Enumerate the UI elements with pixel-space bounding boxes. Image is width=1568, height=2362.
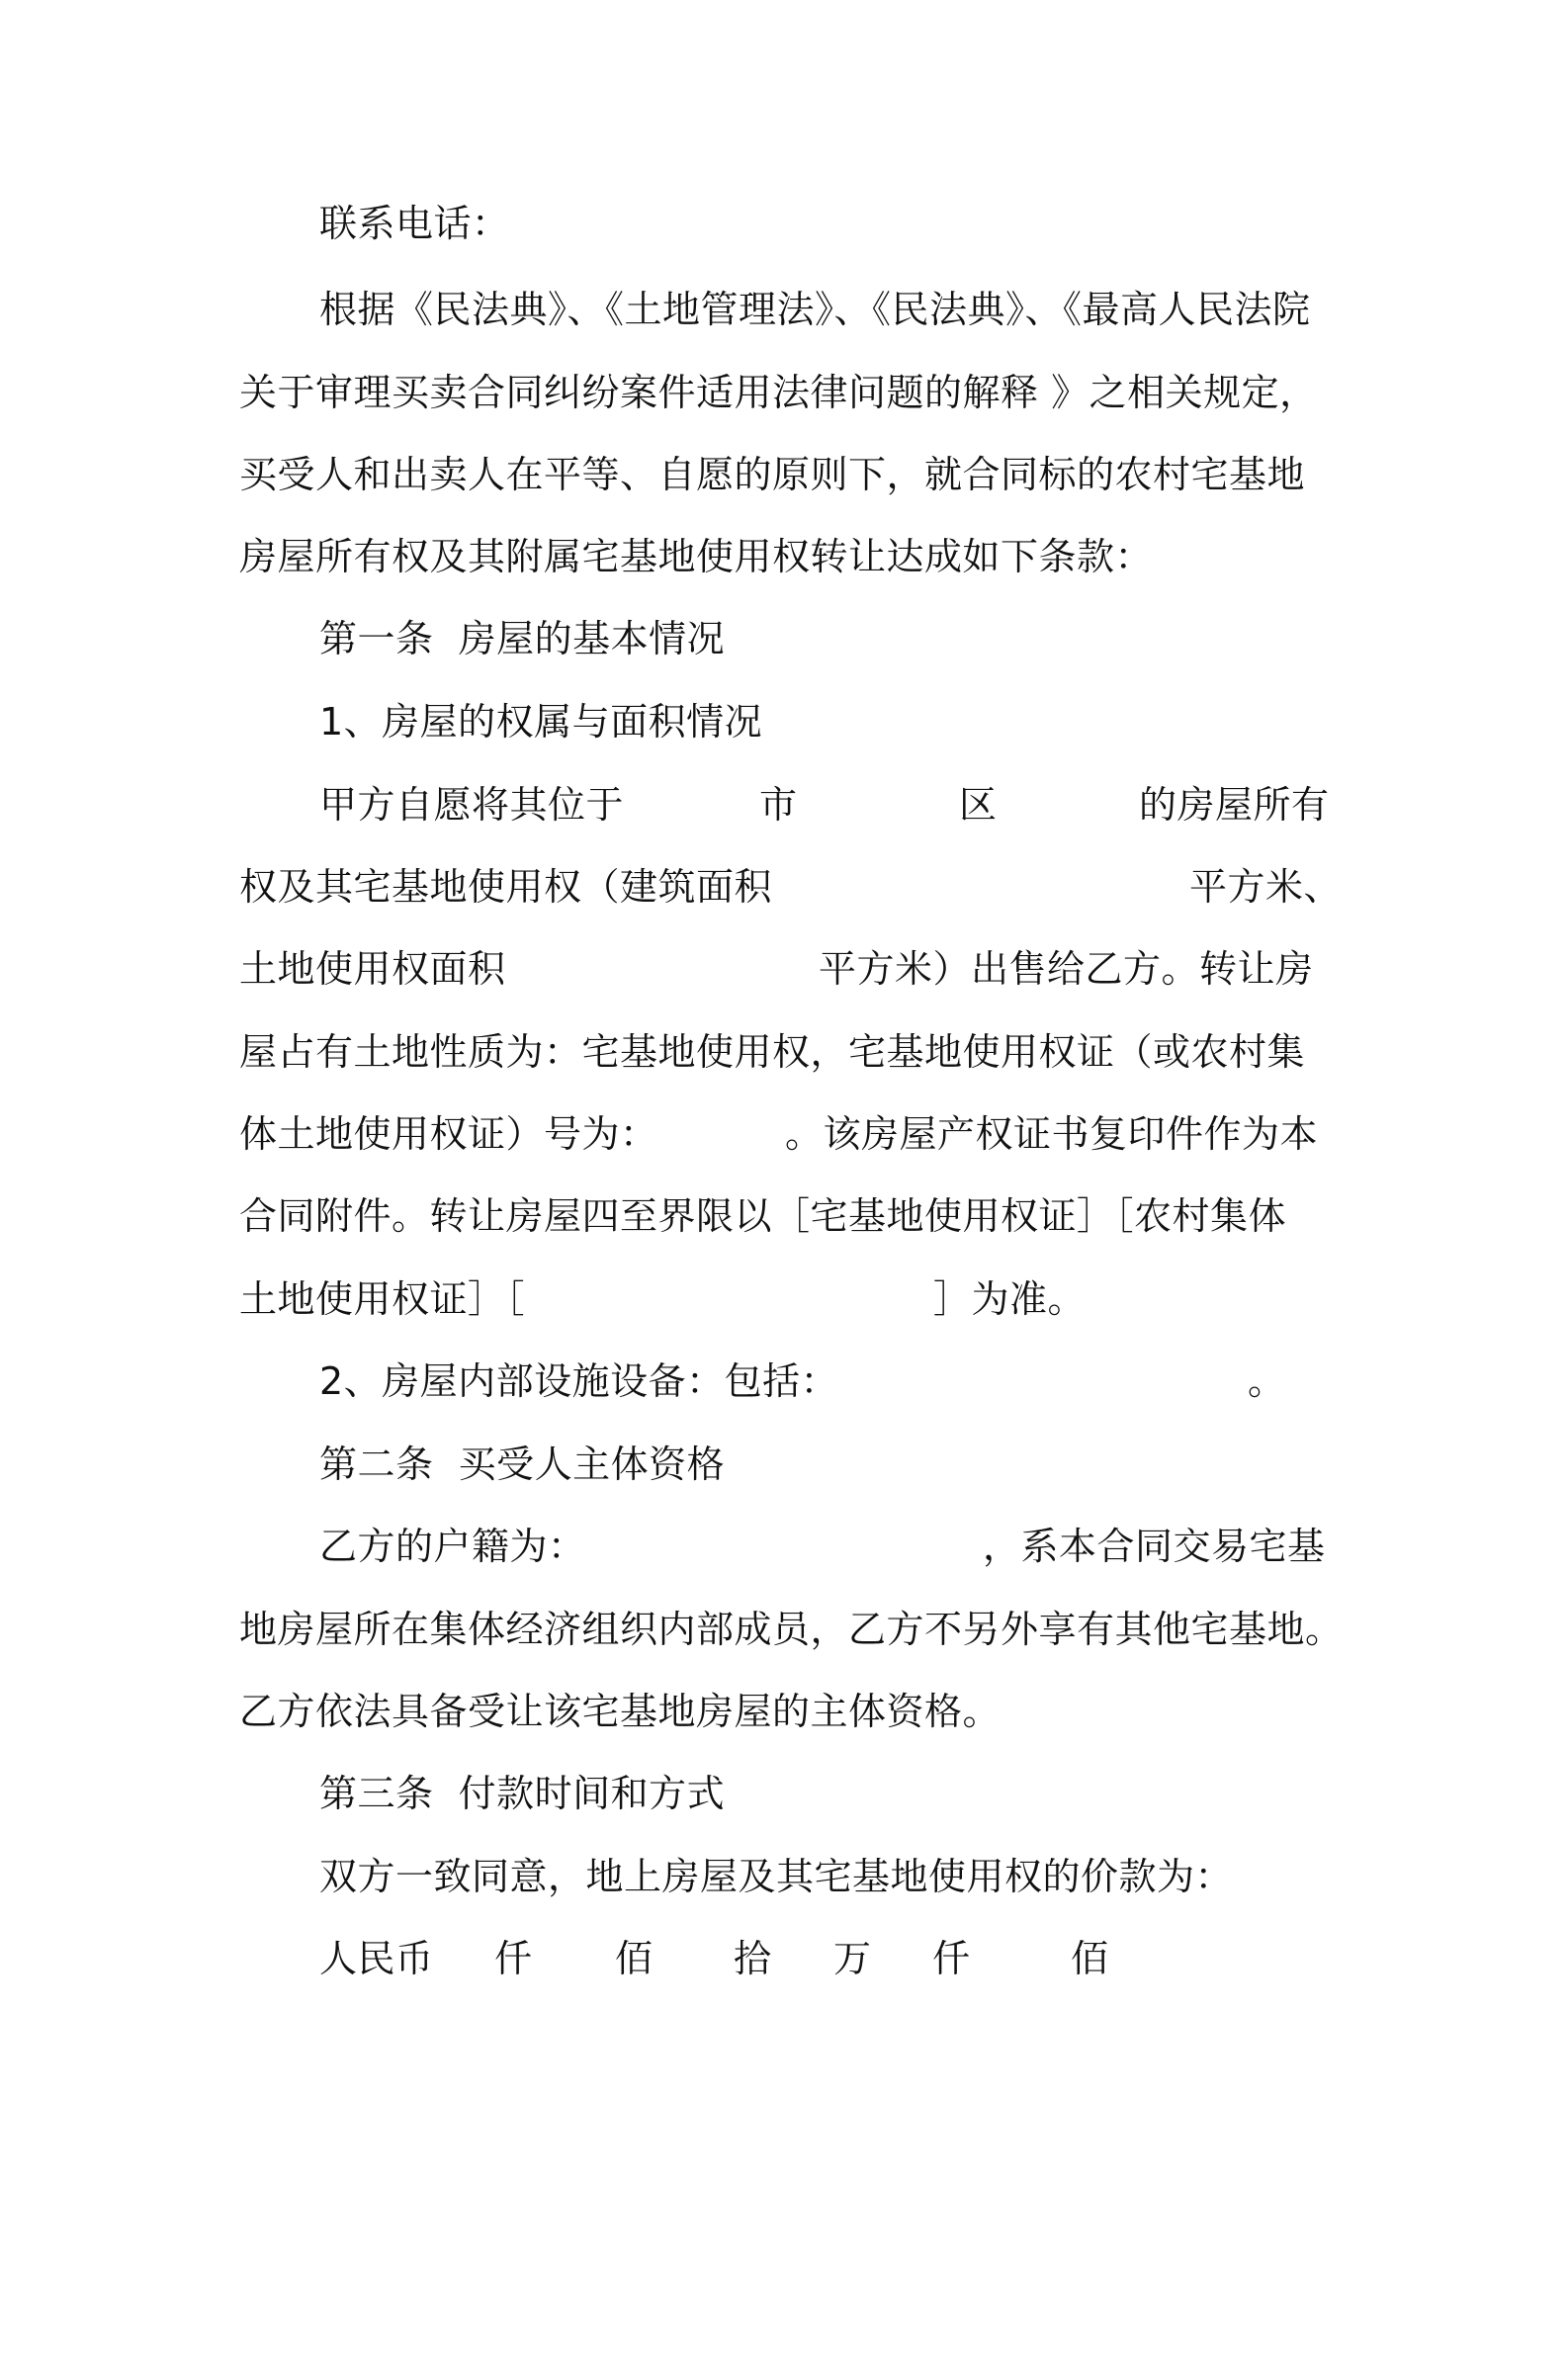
unit-label: 万 xyxy=(833,1937,872,1980)
unit-label: 拾 xyxy=(734,1937,772,1980)
unit-label: 仟 xyxy=(494,1937,533,1980)
article1-item1-title: 1、房屋的权属与面积情况 xyxy=(319,700,763,744)
text-segment: 体土地使用权证）号为： xyxy=(239,1112,658,1156)
intro-line-1: 根据《民法典》、《土地管理法》、《民法典》、《最高人民法院 xyxy=(319,288,1311,331)
article1-title: 第一条 房屋的基本情况 xyxy=(319,617,726,660)
text-segment: 平方米）出售给乙方。转让房 xyxy=(819,947,1314,991)
currency-label: 人民币 xyxy=(319,1937,434,1980)
text-segment: 2、房屋内部设施设备：包括： xyxy=(319,1359,839,1403)
blank-district-label: 区 xyxy=(959,783,998,827)
text-segment: 甲方自愿将其位于 xyxy=(319,783,625,827)
intro-line-2: 关于审理买卖合同纠纷案件适用法律问题的解释 》之相关规定， xyxy=(239,371,1318,414)
article1-p1-line4: 屋占有土地性质为：宅基地使用权，宅基地使用权证（或农村集 xyxy=(239,1030,1306,1074)
text-segment: 乙方的户籍为： xyxy=(319,1525,586,1568)
unit-label: 佰 xyxy=(1071,1937,1109,1980)
article1-item2 xyxy=(0,1357,1568,1547)
text-segment: 土地使用权证］［ xyxy=(239,1277,526,1321)
intro-line-4: 房屋所有权及其附属宅基地使用权转让达成如下条款： xyxy=(239,535,1154,578)
text-segment: 平方米、 xyxy=(1189,865,1343,909)
text-segment: ，系本合同交易宅基 xyxy=(983,1525,1326,1568)
text-segment: 的房屋所有 xyxy=(1139,783,1330,827)
article2-line3: 乙方依法具备受让该宅基地房屋的主体资格。 xyxy=(239,1690,1002,1733)
unit-label: 佰 xyxy=(615,1937,653,1980)
text-segment: 权及其宅基地使用权（建筑面积 xyxy=(239,865,773,909)
text-segment: 。该房屋产权证书复印件作为本 xyxy=(785,1112,1319,1156)
intro-line-3: 买受人和出卖人在平等、自愿的原则下，就合同标的农村宅基地 xyxy=(239,453,1306,496)
article3-line1: 双方一致同意，地上房屋及其宅基地使用权的价款为： xyxy=(319,1855,1234,1898)
article2-title: 第二条 买受人主体资格 xyxy=(319,1443,726,1486)
text-segment: ］为准。 xyxy=(933,1277,1087,1321)
article1-p1-line6: 合同附件。转让房屋四至界限以［宅基地使用权证］［农村集体 xyxy=(239,1194,1287,1238)
contact-phone-label: 联系电话： xyxy=(319,202,510,245)
text-segment: 土地使用权面积 xyxy=(239,947,506,991)
article2-line2: 地房屋所在集体经济组织内部成员，乙方不另外享有其他宅基地。 xyxy=(239,1608,1344,1651)
article3-line2 xyxy=(0,1935,1568,2362)
text-segment: 。 xyxy=(1248,1359,1286,1403)
blank-city-label: 市 xyxy=(759,783,798,827)
unit-label: 仟 xyxy=(932,1937,971,1980)
article3-title: 第三条 付款时间和方式 xyxy=(319,1772,726,1815)
